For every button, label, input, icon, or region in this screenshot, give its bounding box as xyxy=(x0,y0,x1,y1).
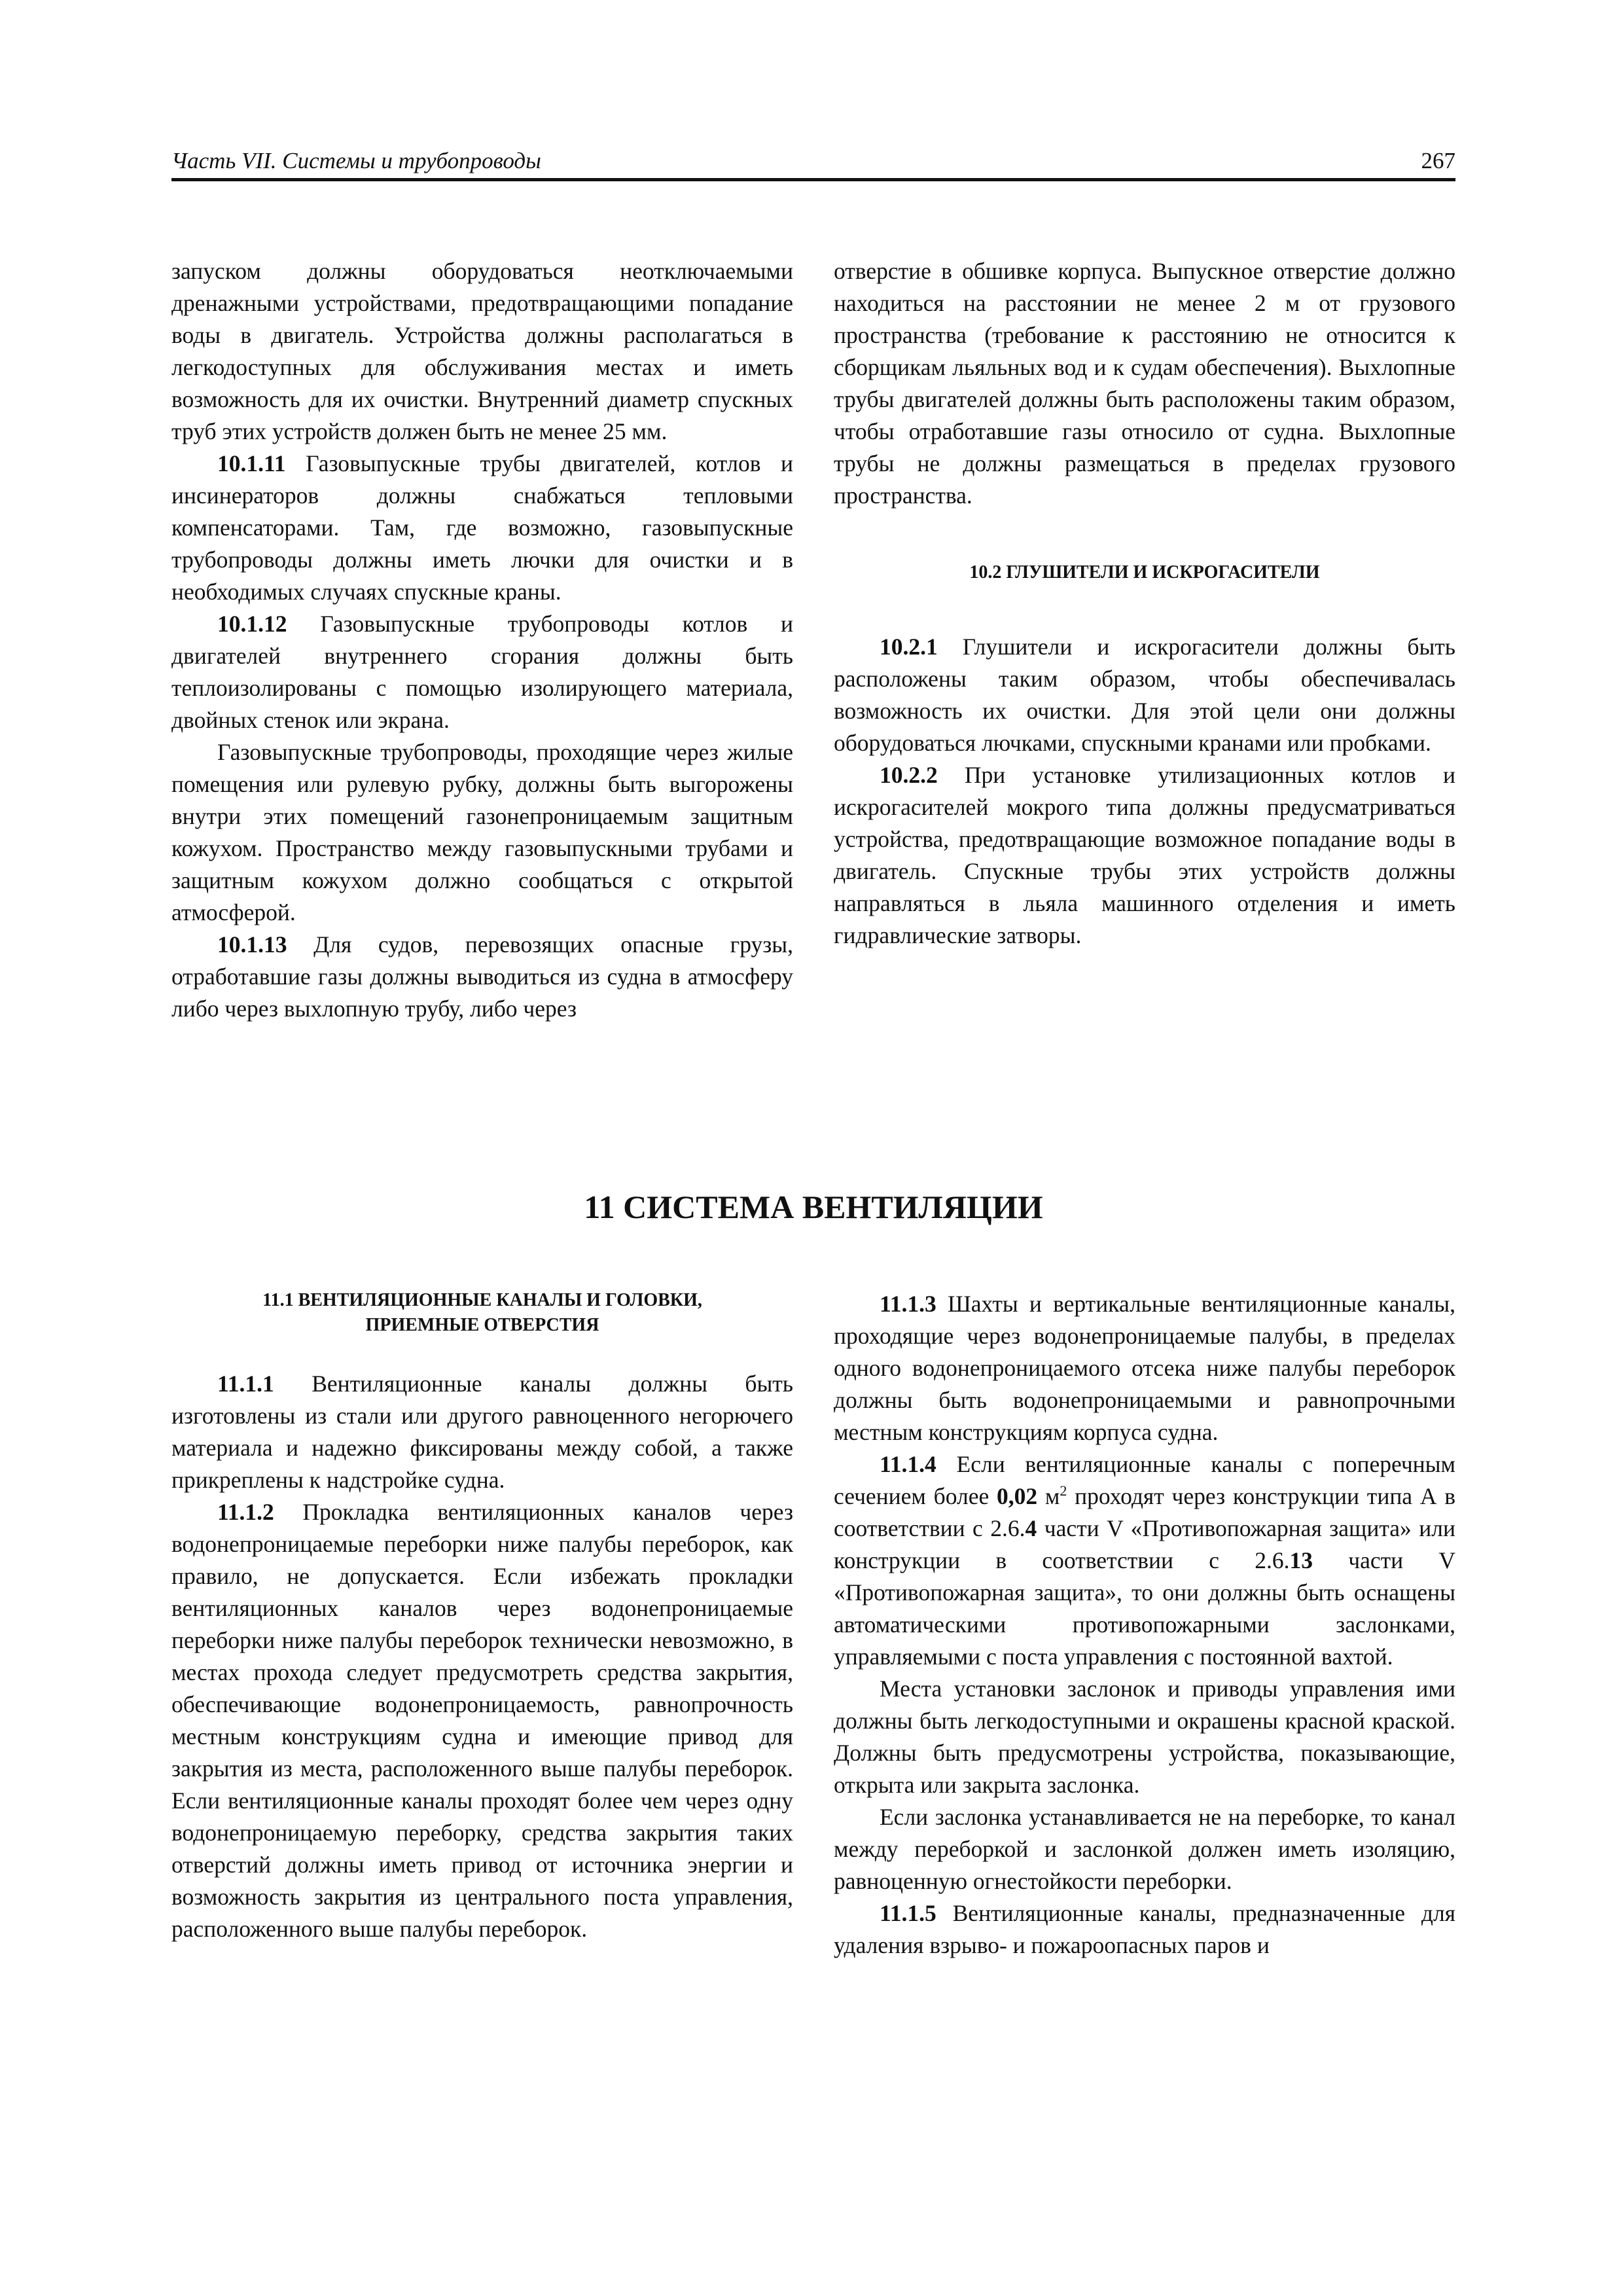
clause-number: 10.1.12 xyxy=(217,611,287,637)
clause-number: 11.1.5 xyxy=(880,1900,936,1926)
paragraph-10-2-2: 10.2.2 При установке утилизационных котлов и искрогасителей мокрого типа должны предусматриваться устройства, предотвращающие возможное попадание воды в двигатель. Спускные трубы этих устройств должны направляться в льяла машинного отделения и иметь гидравлические затворы. xyxy=(834,762,1455,948)
paragraph-10-1-13: 10.1.13 Для судов, перевозящих опасные грузы, отработавшие газы должны выводиться из судна в атмосферу либо через выхлопную трубу, либо через xyxy=(171,931,793,1022)
paragraph: Газовыпускные трубопроводы, проходящие через жилые помещения или рулевую рубку, должны быть выгорожены внутри этих помещений газонепроницаемым защитным кожухом. Пространство между газовыпускными трубами и защитным кожухом должно сообщаться с открытой атмосферой. xyxy=(171,739,793,925)
paragraph-11-1-4: 11.1.4 Если вентиляционные каналы с поперечным сечением более 0,02 $м^2$ проходят через конструкции типа А в соответствии с 2.6.4 части V «Противопожарная защита» или конструкции в соответствии с 2.6.13 части V «Противопожарная защита», то они должны быть оснащены автоматическими противопожарными заслонками, управляемыми с поста управления с постоянной вахтой. xyxy=(834,1451,1455,1670)
section-subheading: 10.2 ГЛУШИТЕЛИ И ИСКРОГАСИТЕЛИ xyxy=(969,562,1320,583)
paragraph-11-1-2: 11.1.2 Прокладка вентиляционных каналов через водонепроницаемые переборки ниже палубы переборок, как правило, не допускается. Если избежать прокладки вентиляционных каналов через водонепроницаемые переборки ниже палубы переборок технически невозможно, в местах прохода следует предусмотреть средства закрытия, обеспечивающие водонепроницаемость, равнопрочность местным конструкциям судна и имеющие привод для закрытия из места, расположенного выше палубы переборок. Если вентиляционные каналы проходят более чем через одну водонепроницаемую переборку, средства закрытия таких отверстий должны иметь привод от источника энергии и возможность закрытия из центрального поста управления, расположенного выше палубы переборок. xyxy=(171,1499,793,1942)
paragraph-10-2-1: 10.2.1 Глушители и искрогасители должны быть расположены таким образом, чтобы обеспечивалась возможность их очистки. Для этой цели они должны оборудоваться лючками, спускными кранами или пробками. xyxy=(834,634,1455,756)
top-right-column xyxy=(834,255,1455,952)
paragraph-11-1-1: 11.1.1 Вентиляционные каналы должны быть изготовлены из стали или другого равноценного негорючего материала и надежно фиксированы между собой, а также прикреплены к надстройке судна. xyxy=(171,1371,793,1493)
bottom-right-column xyxy=(834,1288,1455,1962)
paragraph-11-1-5: 11.1.5 Вентиляционные каналы, предназначенные для удаления взрыво- и пожароопасных паров и xyxy=(834,1900,1455,1958)
clause-number: 11.1.4 xyxy=(880,1451,936,1477)
paragraph: запуском должны оборудоваться неотключаемыми дренажными устройствами, предотвращающими попадание воды в двигатель. Устройства должны располагаться в легкодоступных для обслуживания местах и иметь возможность для их очистки. Внутренний диаметр спускных труб этих устройств должен быть не менее 25 мм. xyxy=(171,258,793,444)
page-header xyxy=(171,145,1455,181)
paragraph-10-1-12: 10.1.12 Газовыпускные трубопроводы котлов и двигателей внутреннего сгорания должны быть теплоизолированы с помощью изолирующего материала, двойных стенок или экрана. xyxy=(171,611,793,733)
clause-number: 10.1.11 xyxy=(217,450,286,476)
bottom-left-column xyxy=(171,1288,793,1945)
paragraph-10-1-11: 10.1.11 Газовыпускные трубы двигателей, котлов и инсинераторов должны снабжаться тепловыми компенсаторами. Там, где возможно, газовыпускные трубопроводы должны иметь лючки для очистки и в необходимых случаях спускные краны. xyxy=(171,450,793,605)
clause-number: 10.2.2 xyxy=(880,762,938,788)
clause-number: 10.2.1 xyxy=(880,634,938,660)
clause-number: 11.1.3 xyxy=(880,1291,936,1317)
running-title: Часть VII. Системы и трубопроводы xyxy=(171,148,541,173)
paragraph: Если заслонка устанавливается не на переборке, то канал между переборкой и заслонкой должен иметь изоляцию, равноценную огнестойкости переборки. xyxy=(834,1804,1455,1894)
paragraph: отверстие в обшивке корпуса. Выпускное отверстие должно находиться на расстоянии не менее 2 м от грузового пространства (требование к расстоянию не относится к сборщикам льяльных вод и к судам обеспечения). Выхлопные трубы двигателей должны быть расположены таким образом, чтобы отработавшие газы относило от судна. Выхлопные трубы не должны размещаться в пределах грузового пространства. xyxy=(834,258,1455,509)
chapter-title: 11 СИСТЕМА ВЕНТИЛЯЦИИ xyxy=(584,1189,1043,1225)
clause-number: 11.1.1 xyxy=(217,1371,274,1397)
page-number: 267 xyxy=(1421,148,1455,173)
clause-number: 11.1.2 xyxy=(217,1499,274,1525)
top-left-column xyxy=(171,255,793,1025)
section-subheading: 11.1 ВЕНТИЛЯЦИОННЫЕ КАНАЛЫ И ГОЛОВКИ, ПРИЕМНЫЕ ОТВЕРСТИЯ xyxy=(262,1290,702,1335)
clause-number: 10.1.13 xyxy=(217,931,287,958)
paragraph: Места установки заслонок и приводы управления ими должны быть легкодоступными и окрашены красной краской. Должны быть предусмотрены устройства, показывающие, открыта или закрыта заслонка. xyxy=(834,1676,1455,1798)
paragraph-11-1-3: 11.1.3 Шахты и вертикальные вентиляционные каналы, проходящие через водонепроницаемые палубы, в пределах одного водонепроницаемого отсека ниже палубы переборок должны быть водонепроницаемыми и равнопрочными местным конструкциям корпуса судна. xyxy=(834,1291,1455,1445)
